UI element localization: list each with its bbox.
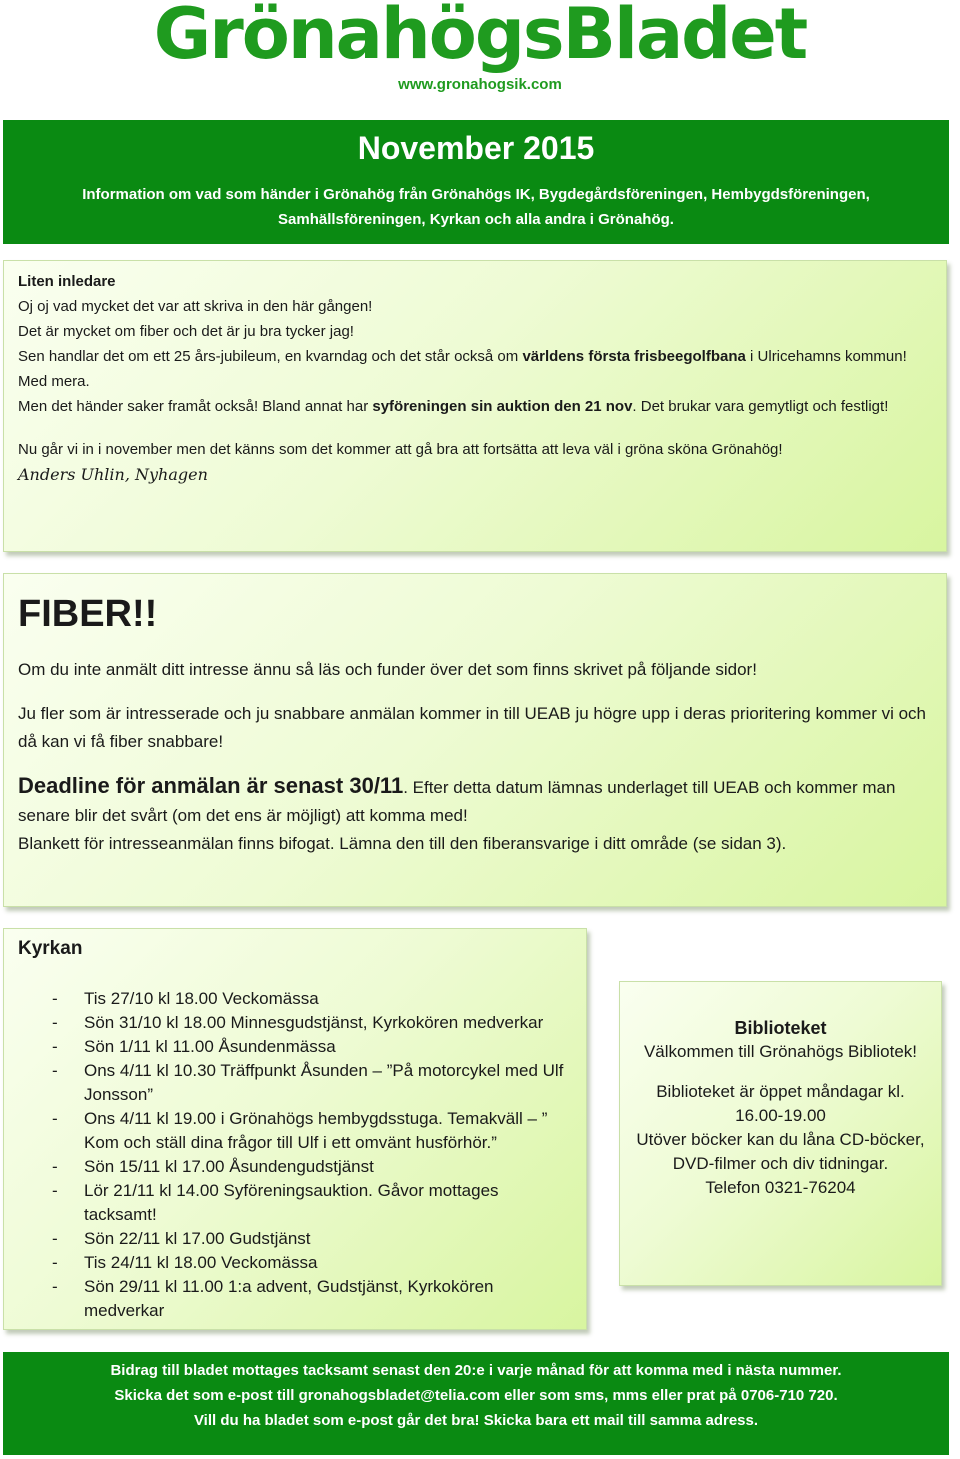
- intro-line: Sen handlar det om ett 25 års-jubileum, en kvarndag och det står också om världens första frisbeegolfbana i Ulricehamns kommun! Med mera.: [18, 348, 907, 390]
- intro-section: [3, 260, 947, 552]
- intro-heading: Liten inledare: [18, 273, 116, 290]
- library-heading: Biblioteket: [734, 1018, 827, 1038]
- list-item: - Sön 29/11 kl 11.00 1:a advent, Gudstjänst, Kyrkokören medverkar: [18, 1275, 572, 1323]
- list-item: - Ons 4/11 kl 10.30 Träffpunkt Åsunden – ”På motorcykel med Ulf Jonsson”: [18, 1059, 572, 1107]
- library-hours: Biblioteket är öppet måndagar kl. 16.00-19.00: [656, 1082, 905, 1125]
- issue-title: November 2015: [357, 130, 595, 166]
- footer-line: Skicka det som e-post till gronahogsbladet@telia.com eller som sms, mms eller prat på 0706-710 720.: [114, 1387, 838, 1404]
- library-section: [619, 981, 942, 1286]
- issue-description: Information om vad som händer i Grönahög från Grönahögs IK, Bygdegårdsföreningen, Hembygdsföreningen, Samhällsföreningen, Kyrkan och alla andra i Grönahög.: [82, 186, 870, 228]
- library-welcome: Välkommen till Grönahögs Bibliotek!: [643, 1042, 918, 1061]
- library-phone: Telefon 0321-76204: [705, 1178, 856, 1197]
- fiber-section: [3, 573, 947, 907]
- intro-line: Nu går vi in i november men det känns som det kommer att gå bra att fortsätta att leva väl i gröna sköna Grönahög!: [18, 441, 783, 458]
- fiber-paragraph: Ju fler som är intresserade och ju snabbare anmälan kommer in till UEAB ju högre upp i deras prioritering kommer vi och då kan vi få fiber snabbare!: [18, 704, 927, 751]
- church-heading: Kyrkan: [18, 938, 83, 959]
- list-item: - Tis 24/11 kl 18.00 Veckomässa: [18, 1251, 572, 1275]
- list-item: - Tis 27/10 kl 18.00 Veckomässa: [18, 987, 572, 1011]
- fiber-paragraph: Om du inte anmält ditt intresse ännu så läs och funder över det som finns skrivet på följande sidor!: [18, 660, 757, 679]
- list-item: - Sön 1/11 kl 11.00 Åsundenmässa: [18, 1035, 572, 1059]
- church-events: [18, 987, 572, 1323]
- footer-banner: [3, 1352, 949, 1455]
- intro-line: Det är mycket om fiber och det är ju bra tycker jag!: [18, 323, 354, 340]
- list-item: - Lör 21/11 kl 14.00 Syföreningsauktion. Gåvor mottages tacksamt!: [18, 1179, 572, 1227]
- intro-line: Men det händer saker framåt också! Bland annat har syföreningen sin auktion den 21 nov. Det brukar vara gemytligt och festligt!: [18, 398, 889, 415]
- footer-line: Vill du ha bladet som e-post går det bra! Skicka bara ett mail till samma adress.: [193, 1412, 759, 1429]
- list-item: - Ons 4/11 kl 19.00 i Grönahögs hembygdsstuga. Temakväll – ” Kom och ställ dina frågor till Ulf i ett omvänt husförhör.”: [18, 1107, 572, 1155]
- website-link[interactable]: www.gronahogsik.com: [398, 76, 562, 93]
- signature: Anders Uhlin, Nyhagen: [18, 465, 208, 484]
- fiber-heading: FIBER!!: [18, 593, 158, 635]
- newsletter-title: GrönahögsBladet: [153, 0, 807, 75]
- issue-banner: [3, 120, 949, 244]
- list-item: - Sön 15/11 kl 17.00 Åsundengudstjänst: [18, 1155, 572, 1179]
- footer-line: Bidrag till bladet mottages tacksamt senast den 20:e i varje månad för att komma med i nästa nummer.: [110, 1362, 842, 1379]
- library-loans: Utöver böcker kan du låna CD-böcker, DVD-filmer och div tidningar.: [636, 1130, 925, 1173]
- intro-line: Oj oj vad mycket det var att skriva in den här gången!: [18, 298, 373, 315]
- list-item: - Sön 22/11 kl 17.00 Gudstjänst: [18, 1227, 572, 1251]
- fiber-paragraph: Blankett för intresseanmälan finns bifogat. Lämna den till den fiberansvarige i ditt område (se sidan 3).: [18, 834, 787, 853]
- list-item: - Sön 31/10 kl 18.00 Minnesgudstjänst, Kyrkokören medverkar: [18, 1011, 572, 1035]
- church-section: [3, 928, 587, 1330]
- fiber-deadline: Deadline för anmälan är senast 30/11. Efter detta datum lämnas underlaget till UEAB och kommer man senare blir det svårt (om det ens är möjligt) att komma med!: [18, 773, 896, 825]
